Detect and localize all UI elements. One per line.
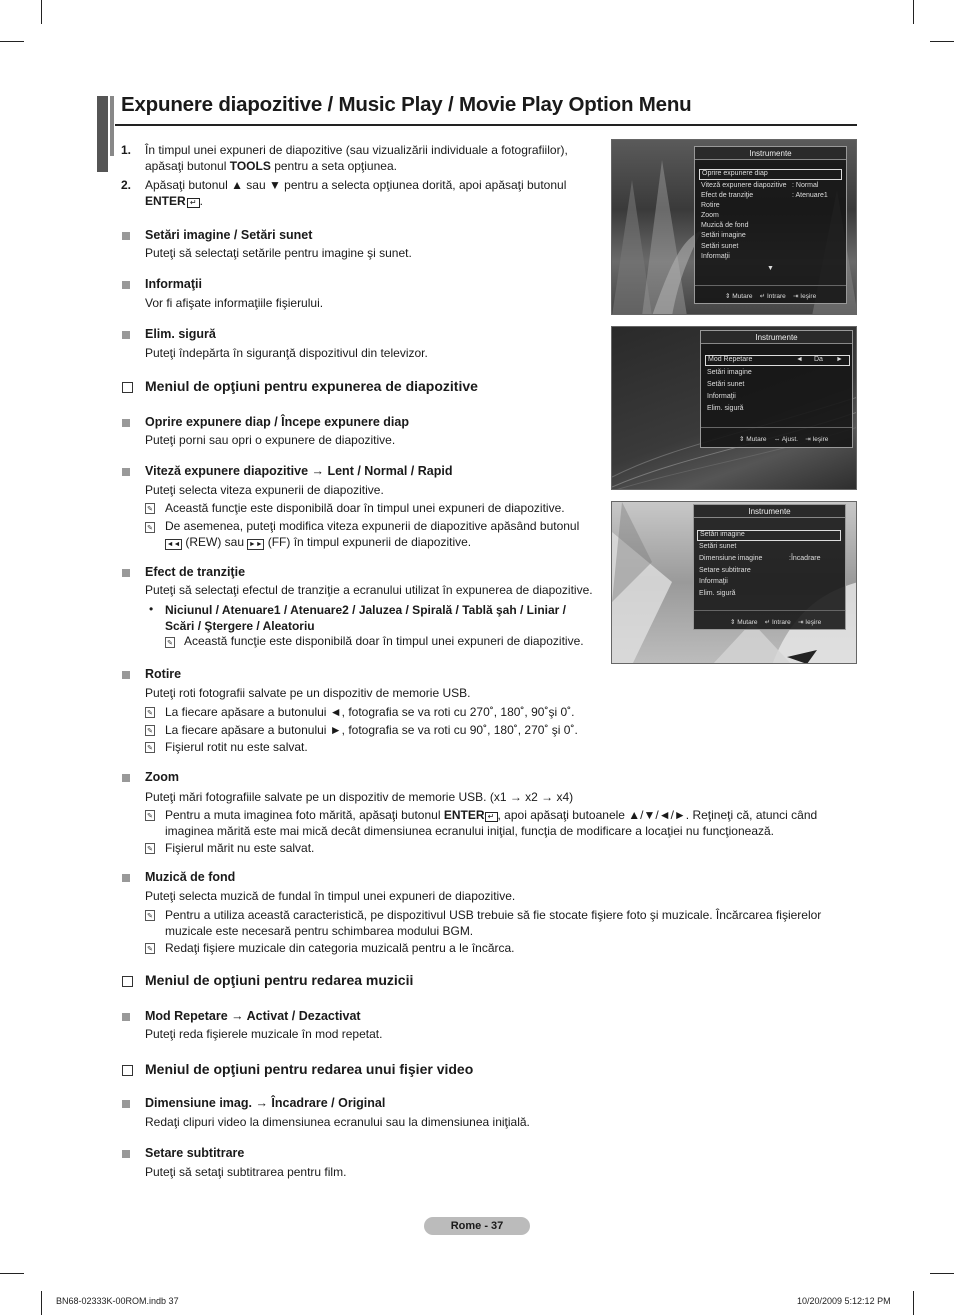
enter-icon: ↵: [485, 812, 498, 822]
page-title: Expunere diapozitive / Music Play / Movie Play Option Menu: [121, 93, 692, 116]
item-desc: Puteţi mări fotografiile salvate pe un dispozitiv de memorie USB. (x1 → x2 → x4): [145, 790, 574, 804]
item-desc: Puteţi să selectaţi setările pentru imagine şi sunet.: [145, 246, 412, 260]
item-desc: Redaţi clipuri video la dimensiunea ecranului sau la dimensiunea iniţială.: [145, 1115, 530, 1129]
menu-item[interactable]: Setări imagine: [701, 232, 746, 239]
menu-title: Instrumente: [695, 147, 846, 160]
enter-icon: ↵: [759, 293, 766, 300]
menu-item[interactable]: Informaţii: [701, 253, 730, 260]
tools-menu: [694, 146, 847, 304]
note-text: Această funcţie este disponibilă doar în timpul unei expuneri de diapozitive.: [184, 634, 584, 648]
note-icon: [145, 943, 155, 954]
bullet-square: [122, 1150, 130, 1158]
exit-icon: ⇥: [805, 436, 811, 443]
bullet-square: [122, 1100, 130, 1108]
menu-item[interactable]: Setări sunet: [707, 381, 745, 388]
section-heading: Meniul de opţiuni pentru expunerea de diapozitive: [145, 378, 478, 394]
menu-item[interactable]: Setări imagine: [707, 369, 752, 376]
note-text: La fiecare apăsare a butonului ◄, fotografia se va roti cu 270˚, 180˚, 90˚şi 0˚.: [165, 705, 575, 719]
menu-value: : Normal: [792, 182, 819, 189]
item-heading: Viteză expunere diapozitive → Lent / Normal / Rapid: [145, 464, 453, 478]
note-icon: [165, 637, 175, 648]
tools-menu: [693, 504, 846, 630]
item-heading: Dimensiune imag. → Încadrare / Original: [145, 1096, 386, 1110]
tv-screen-video: [611, 501, 857, 664]
item-desc: Vor fi afişate informaţiile fişierului.: [145, 296, 324, 310]
crop-mark: [41, 1291, 42, 1315]
note-text: Fişierul rotit nu este salvat.: [165, 740, 308, 754]
menu-item[interactable]: Mod Repetare ◄ Da ►: [705, 355, 850, 366]
menu-title: Instrumente: [701, 331, 852, 344]
menu-item[interactable]: Muzică de fond: [701, 222, 749, 229]
item-heading: Setare subtitrare: [145, 1146, 245, 1160]
section-checkbox: [122, 1065, 133, 1076]
note-text: La fiecare apăsare a butonului ►, fotografia se va roti cu 90˚, 180˚, 270˚ şi 0˚.: [165, 723, 578, 737]
note-text: Redaţi fişiere muzicale din categoria muzicală pentru a le încărca.: [165, 941, 515, 955]
bullet-square: [122, 1013, 130, 1021]
rew-icon: ◄◄: [166, 540, 181, 548]
menu-item[interactable]: Setări sunet: [701, 243, 739, 250]
item-heading: Informaţii: [145, 277, 202, 291]
item-heading: Efect de tranziţie: [145, 565, 246, 579]
enter-icon: ↵: [764, 619, 771, 626]
menu-item[interactable]: Zoom: [701, 212, 719, 219]
menu-item[interactable]: Elim. sigură: [699, 590, 736, 597]
note-icon: [145, 503, 155, 514]
exit-icon: ⇥: [793, 293, 799, 300]
step-1: 1. În timpul unei expuneri de diapozitive (sau vizualizării individuale a fotografiilor), apăsaţi butonul TOOLS pentru a seta opţiunea.: [121, 143, 568, 173]
leftright-icon: ⇔: [773, 436, 781, 443]
enter-icon: ↵: [187, 198, 200, 208]
item-desc: Puteţi selecta viteza expunerii de diapozitive.: [145, 483, 384, 497]
tools-menu: [700, 330, 853, 448]
footer-hints: ⇕ Mutare ↵ Intrare ⇥ Ieşire: [730, 619, 822, 626]
transition-options: Niciunul / Atenuare1 / Atenuare2 / Jaluzea / Spirală / Tablă şah / Liniar / Scări / Ştergere / Aleatoriu: [165, 603, 567, 633]
bullet-square: [122, 232, 130, 240]
item-heading: Zoom: [145, 770, 180, 784]
menu-item[interactable]: Elim. sigură: [707, 405, 744, 412]
tv-screen-slideshow: [611, 139, 857, 315]
step-2: 2. Apăsaţi butonul ▲ sau ▼ pentru a selecta opţiunea dorită, apoi apăsaţi butonul ENTER ↵ .: [121, 178, 567, 208]
menu-item[interactable]: Rotire: [701, 202, 720, 209]
item-desc: Puteţi îndepărta în siguranţă dispozitivul din televizor.: [145, 346, 428, 360]
note-icon: [145, 910, 155, 921]
menu-item[interactable]: Efect de tranziţie: [701, 192, 754, 199]
bullet-square: [122, 281, 130, 289]
note-icon: [145, 742, 155, 753]
menu-value: : Atenuare1: [792, 192, 828, 199]
item-heading: Setări imagine / Setări sunet: [145, 228, 313, 242]
bullet-square: [122, 774, 130, 782]
title-accent-bar: [97, 96, 108, 172]
menu-item[interactable]: Setare subtitrare: [699, 567, 751, 574]
footer-timestamp: 10/20/2009 5:12:12 PM: [797, 1296, 891, 1306]
note-icon: [145, 810, 155, 821]
note-text: Pentru a muta imaginea foto mărită, apăsaţi butonul ENTER ↵ , apoi apăsaţi butoanele ▲/▼/◄/►. Reţineţi că, atunci când imaginea mărită este mai mică decât dimensiunea ecranului iniţial, funcţia de modificare a locaţiei nu funcţionează.: [165, 808, 818, 838]
item-desc: Puteţi să setaţi subtitrarea pentru film.: [145, 1165, 347, 1179]
note-icon: [145, 707, 155, 718]
crop-mark: [930, 41, 954, 42]
item-heading: Elim. sigură: [145, 327, 216, 341]
item-desc: Puteţi porni sau opri o expunere de diapozitive.: [145, 433, 396, 447]
note-icon: [145, 725, 155, 736]
menu-item[interactable]: Dimensiune imagine: [699, 555, 763, 562]
menu-item[interactable]: Oprire expunere diap: [699, 169, 842, 180]
crop-mark: [913, 1291, 914, 1315]
menu-title: Instrumente: [694, 505, 845, 518]
bullet-square: [122, 874, 130, 882]
crop-mark: [913, 0, 914, 24]
section-checkbox: [122, 382, 133, 393]
section-heading: Meniul de opţiuni pentru redarea muzicii: [145, 972, 414, 988]
page-number: Rome - 37: [424, 1217, 530, 1235]
title-rule: [115, 124, 857, 126]
footer-hints: ⇕ Mutare ⇔ Ajust. ⇥ Ieşire: [739, 436, 829, 443]
updown-icon: ⇕: [730, 619, 736, 626]
note-text: Fişierul mărit nu este salvat.: [165, 841, 315, 855]
menu-item[interactable]: Informaţii: [699, 578, 728, 585]
section-checkbox: [122, 976, 133, 987]
menu-item[interactable]: Setări sunet: [699, 543, 737, 550]
note-text: De asemenea, puteţi modifica viteza expunerii de diapozitive apăsând butonul ◄◄ (REW) sau ►► (FF) în timpul expunerii de diapozitive.: [165, 519, 580, 549]
tv-screen-music: [611, 326, 857, 490]
note-icon: [145, 522, 155, 533]
exit-icon: ⇥: [798, 619, 804, 626]
updown-icon: ⇕: [725, 293, 731, 300]
section-heading: Meniul de opţiuni pentru redarea unui fişier video: [145, 1061, 474, 1077]
item-heading: Muzică de fond: [145, 870, 236, 884]
menu-value: :Încadrare: [789, 555, 821, 562]
scroll-down-icon[interactable]: ▼: [767, 265, 774, 272]
bullet-square: [122, 569, 130, 577]
item-desc: Puteţi roti fotografii salvate pe un dispozitiv de memorie USB.: [145, 686, 471, 700]
menu-item[interactable]: Informaţii: [707, 393, 736, 400]
title-accent-bar: [110, 96, 114, 156]
crop-mark: [930, 1273, 954, 1274]
crop-mark: [0, 41, 24, 42]
arrow-left-icon: ◄: [796, 356, 803, 363]
updown-icon: ⇕: [739, 436, 745, 443]
note-icon: [145, 843, 155, 854]
menu-item[interactable]: Viteză expunere diapozitive: [701, 182, 787, 189]
crop-mark: [41, 0, 42, 24]
ff-icon: ►►: [248, 540, 263, 548]
bullet-square: [122, 671, 130, 679]
crop-mark: [0, 1273, 24, 1274]
arrow-right-icon: ►: [836, 356, 843, 363]
item-heading: Mod Repetare → Activat / Dezactivat: [145, 1009, 361, 1023]
item-desc: Puteţi reda fişierele muzicale în mod repetat.: [145, 1027, 383, 1041]
item-desc: Puteţi selecta muzică de fundal în timpul unei expuneri de diapozitive.: [145, 889, 516, 903]
item-heading: Rotire: [145, 667, 182, 681]
bullet-square: [122, 468, 130, 476]
note-text: Această funcţie este disponibilă doar în timpul unei expuneri de diapozitive.: [165, 501, 565, 515]
footer-hints: ⇕ Mutare ↵ Intrare ⇥ Ieşire: [725, 293, 817, 300]
note-text: Pentru a utiliza această caracteristică, pe dispozitivul USB trebuie să fie stocate fişiere foto şi muzicale. Încărcarea fişierelor muzicale este necesară pentru schimbarea modului BGM.: [165, 908, 822, 938]
menu-item[interactable]: Setări imagine: [697, 530, 841, 541]
item-heading: Oprire expunere diap / Începe expunere diap: [145, 415, 409, 429]
bullet-dot: •: [149, 602, 154, 616]
bullet-square: [122, 331, 130, 339]
item-desc: Puteţi să selectaţi efectul de tranziţie a ecranului utilizat în expunerea de diapozitive.: [145, 583, 593, 597]
footer-file: BN68-02333K-00ROM.indb 37: [56, 1296, 179, 1306]
bullet-square: [122, 419, 130, 427]
